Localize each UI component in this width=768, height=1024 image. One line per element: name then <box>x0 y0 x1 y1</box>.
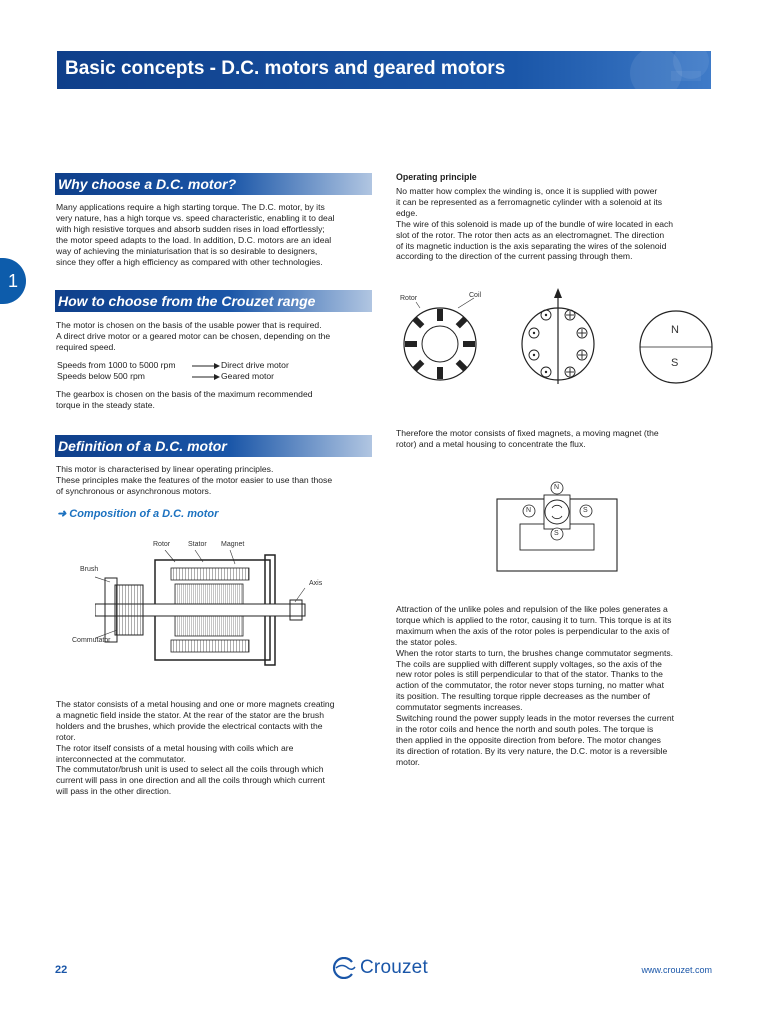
stator-line: a magnetic field inside the stator. At the rear of the stator are the brush <box>56 709 324 720</box>
stator-line: The stator consists of a metal housing and one or more magnets creating <box>56 699 335 709</box>
attraction-line: The coils are supplied with different supply voltages, so the axis of the <box>396 658 662 669</box>
definition-line: These principles make the features of the motor easier to use than those <box>56 474 333 485</box>
motor-cross-section-drawing <box>95 550 315 680</box>
speed-result-geared: Geared motor <box>221 371 275 381</box>
stator-line: The commutator/brush unit is used to select all the coils through which <box>56 764 324 775</box>
stator-line: holders and the brushes, which provide the electrical contacts with the <box>56 720 323 731</box>
diagram-label-magnet: Magnet <box>221 541 245 548</box>
operating-line: slot of the rotor. The rotor then acts as an electromagnet. The direction <box>396 229 665 240</box>
page-header-banner <box>57 51 711 89</box>
why-line: way of achieving the miniaturisation that is so desirable to designers, <box>56 245 318 256</box>
stator-paragraph <box>56 699 372 797</box>
attraction-line: torque which is applied to the rotor, causing it to turn. This torque is at its <box>396 614 672 625</box>
gearbox-line: The gearbox is chosen on the basis of the maximum recommended <box>56 389 313 399</box>
attraction-paragraph <box>396 604 713 768</box>
speed-result-direct: Direct drive motor <box>221 360 289 370</box>
footer-url[interactable]: www.crouzet.com <box>641 965 712 975</box>
pole-label-left: N <box>526 507 532 514</box>
gearbox-paragraph <box>56 389 372 411</box>
operating-paragraph <box>396 186 713 262</box>
attraction-line: new rotor poles is still perpendicular to that of the stator. Thanks to the <box>396 669 663 680</box>
definition-line: This motor is characterised by linear operating principles. <box>56 464 274 474</box>
diagram-label-coil: Coil <box>469 292 482 299</box>
attraction-line: When the rotor starts to turn, the brushes change commutator segments. <box>396 647 674 658</box>
attraction-line: maximum when the axis of the rotor poles is perpendicular to the axis of <box>396 625 670 636</box>
operating-line: of its magnetic induction is the axis separating the wires of the solenoid <box>396 240 667 251</box>
definition-paragraph <box>56 464 372 497</box>
operating-principle-heading: Operating principle <box>396 172 477 182</box>
pole-label-top: N <box>554 484 560 491</box>
attraction-line: Switching round the power supply leads in the motor reverses the current <box>396 713 675 724</box>
pole-label-right: S <box>583 507 588 514</box>
definition-line: of synchronous or asynchronous motors. <box>56 485 212 496</box>
section-heading-why: Why choose a D.C. motor? <box>55 173 372 195</box>
how-paragraph <box>56 320 372 353</box>
speed-row-geared <box>57 371 145 382</box>
operating-line: No matter how complex the winding is, once it is supplied with power <box>396 186 658 196</box>
ns-magnet-circle <box>636 309 720 385</box>
crouzet-logo-text: Crouzet <box>360 957 428 978</box>
diagram-label-stator: Stator <box>188 541 207 548</box>
attraction-line: the stator poles. <box>396 636 458 647</box>
page-title: Basic concepts - D.C. motors and geared motors <box>65 58 506 79</box>
section-heading-how: How to choose from the Crouzet range <box>55 290 372 312</box>
how-line: The motor is chosen on the basis of the usable power that is required. <box>56 320 322 330</box>
diagram-label-rotor: Rotor <box>153 541 171 548</box>
attraction-line: its position. The resulting torque ripple decreases as the number of <box>396 691 650 702</box>
why-line: since they offer a high efficiency as compared with other technologies. <box>56 256 323 267</box>
diagram-label-brush: Brush <box>80 566 99 573</box>
composition-subheading: ➜ Composition of a D.C. motor <box>57 508 219 520</box>
attraction-line: its direction of rotation. By its very nature, the D.C. motor is a reversible <box>396 745 668 756</box>
how-line: A direct drive motor or a geared motor can be chosen, depending on the <box>56 330 331 341</box>
attraction-line: action of the commutator, the rotor never stops turning, no matter what <box>396 680 664 691</box>
pole-interaction-drawing <box>496 481 620 573</box>
diagram-label-rotor-right: Rotor <box>400 295 418 302</box>
banner-decoration <box>561 51 711 89</box>
why-line: the motor speed adapts to the load. In addition, D.C. motors are an ideal <box>56 234 332 245</box>
stator-line: interconnected at the commutator. <box>56 753 186 764</box>
speed-arrows-icon <box>190 360 222 384</box>
attraction-line: in the rotor coils and hence the north and south poles. The torque is <box>396 723 654 734</box>
attraction-line: commutator segments increases. <box>396 702 523 713</box>
speed-range-label: Speeds from 1000 to 5000 rpm <box>57 360 176 370</box>
gearbox-line: torque in the steady state. <box>56 399 155 410</box>
operating-line: edge. <box>396 207 418 218</box>
speed-row-direct <box>57 360 175 371</box>
coil-current-drawing <box>514 288 602 388</box>
stator-line: The rotor itself consists of a metal housing with coils which are <box>56 742 294 753</box>
crouzet-logo-icon <box>330 957 356 979</box>
speed-range-label: Speeds below 500 rpm <box>57 371 145 381</box>
rotor-slots-drawing <box>398 296 482 386</box>
therefore-line: rotor) and a metal housing to concentrate the flux. <box>396 438 586 449</box>
stator-line: rotor. <box>56 731 76 742</box>
pole-label-bottom: S <box>554 530 559 537</box>
chapter-tab: 1 <box>0 258 26 304</box>
why-line: Many applications require a high starting torque. The D.C. motor, by its <box>56 202 325 212</box>
operating-line: it can be represented as a ferromagnetic cylinder with a solenoid at its <box>396 196 663 207</box>
magnet-north-label: N <box>671 324 679 336</box>
attraction-line: then applied in the opposite direction from before. The motor changes <box>396 734 661 745</box>
page-number: 22 <box>55 964 68 976</box>
why-paragraph <box>56 202 372 267</box>
attraction-line: Attraction of the unlike poles and repulsion of the like poles generates a <box>396 604 668 614</box>
operating-line: according to the direction of the current passing through them. <box>396 251 633 262</box>
operating-line: The wire of this solenoid is made up of the bundle of wire located in each <box>396 218 674 229</box>
diagram-label-axis: Axis <box>309 580 323 587</box>
why-line: with high resistive torques and absorb sudden rises in load effortlessly; <box>56 223 325 234</box>
attraction-line: motor. <box>396 756 420 767</box>
diagram-label-commutator: Commutator <box>72 637 111 644</box>
magnet-south-label: S <box>671 357 679 369</box>
section-heading-definition: Definition of a D.C. motor <box>55 435 372 457</box>
stator-line: current will pass in one direction and all the coils through which current <box>56 775 325 786</box>
how-line: required speed. <box>56 341 116 352</box>
crouzet-logo <box>330 957 428 979</box>
therefore-paragraph <box>396 428 713 450</box>
therefore-line: Therefore the motor consists of fixed magnets, a moving magnet (the <box>396 428 659 438</box>
stator-line: will pass in the other direction. <box>56 786 172 797</box>
why-line: very nature, has a high torque vs. speed characteristic, enabling it to deal <box>56 212 335 223</box>
